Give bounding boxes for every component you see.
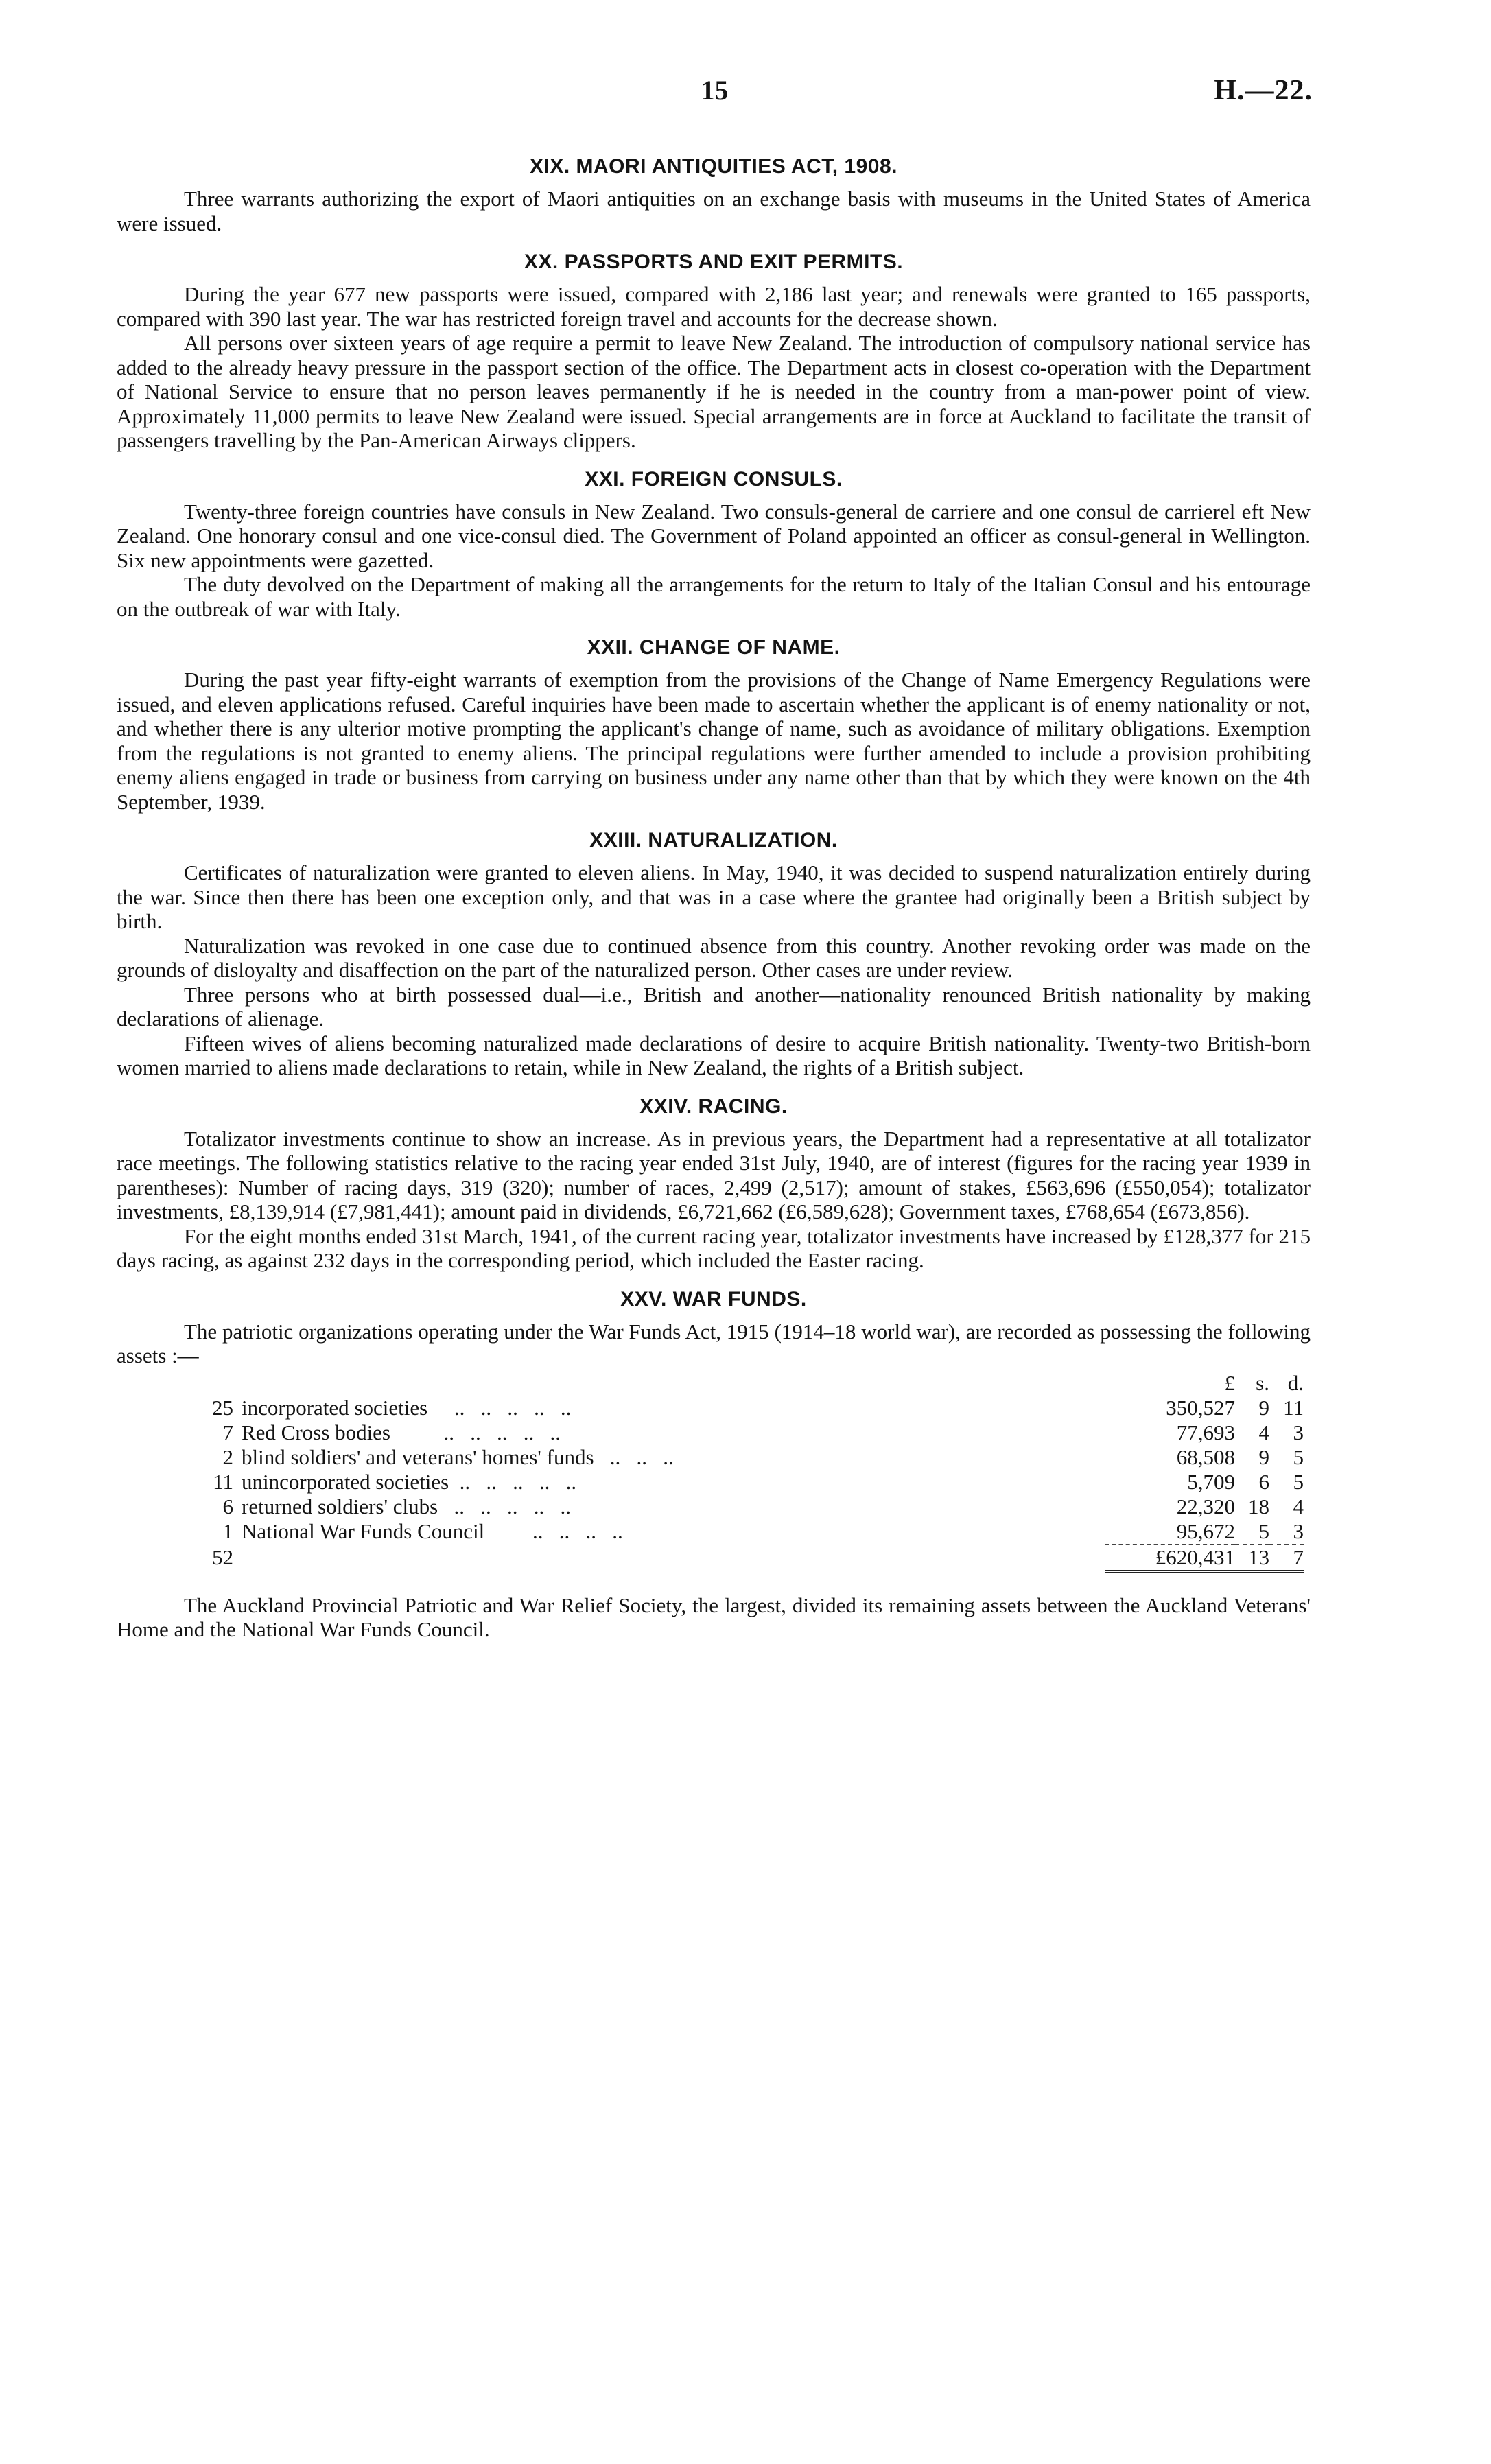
row-count: 25 bbox=[212, 1395, 233, 1420]
row-description: incorporated societies bbox=[242, 1395, 428, 1420]
section-heading: XXI. FOREIGN CONSULS. bbox=[585, 467, 843, 491]
paragraph: Twenty-three foreign countries have consuls in New Zealand. Two consuls-general de carriere and one consul de carrierel eft New Zealand. One honorary consul and one vice-consul died. The Government of Poland appointed an officer as consul-general in Wellington. Six new appointments were gazetted. bbox=[117, 499, 1311, 572]
table-row bbox=[206, 1470, 1304, 1494]
section-heading: XX. PASSPORTS AND EXIT PERMITS. bbox=[524, 250, 904, 273]
row-description: Red Cross bodies bbox=[242, 1420, 390, 1444]
row-pence: 3 bbox=[1293, 1518, 1304, 1543]
row-pence: 11 bbox=[1283, 1395, 1304, 1420]
paragraph: All persons over sixteen years of age require a permit to leave New Zealand. The introduction of compulsory national service has added to the already heavy pressure in the passport section of the office. The Department acts in closest co-operation with the Department of National Service to ensure that no person leaves permanently if he is needed in the country from a man-power point of view. Approximately 11,000 permits to leave New Zealand were issued. Special arrangements are in force at Auckland to facilitate the transit of passengers travelling by the Pan-American Airways clippers. bbox=[117, 331, 1311, 452]
row-pence: 3 bbox=[1293, 1420, 1304, 1444]
section-racing bbox=[117, 1095, 1311, 1273]
row-pounds: 350,527 bbox=[1166, 1395, 1235, 1420]
closing-paragraph: The Auckland Provincial Patriotic and War Relief Society, the largest, divided its remaining assets between the Auckland Veterans' Home and the National War Funds Council. bbox=[117, 1593, 1311, 1641]
section-heading: XXII. CHANGE OF NAME. bbox=[587, 636, 841, 659]
pounds-header: £ bbox=[1224, 1370, 1235, 1395]
section-foreign-consuls bbox=[117, 468, 1311, 622]
page-number: 15 bbox=[701, 75, 729, 106]
page-content bbox=[117, 150, 1311, 1642]
document-reference: H.—22. bbox=[1214, 75, 1313, 106]
total-count: 52 bbox=[212, 1545, 233, 1569]
total-row bbox=[206, 1545, 1304, 1571]
paragraph: Fifteen wives of aliens becoming naturalized made declarations of desire to acquire British nationality. Twenty-two British-born women married to aliens made declarations to retain, while in New Zealand, the rights of a British subject. bbox=[117, 1031, 1311, 1079]
row-leaders: .. .. .. .. .. bbox=[454, 1494, 571, 1518]
row-pounds: 77,693 bbox=[1176, 1420, 1235, 1444]
row-pence: 5 bbox=[1293, 1469, 1304, 1494]
total-pence: 7 bbox=[1269, 1545, 1304, 1571]
pence-header: d. bbox=[1287, 1370, 1304, 1395]
row-shillings: 18 bbox=[1248, 1494, 1269, 1518]
section-naturalization bbox=[117, 829, 1311, 1080]
section-maori-antiquities bbox=[117, 155, 1311, 235]
row-shillings: 4 bbox=[1258, 1420, 1269, 1444]
row-count: 11 bbox=[213, 1469, 233, 1494]
paragraph: During the year 677 new passports were issued, compared with 2,186 last year; and renewals were granted to 165 passports, compared with 390 last year. The war has restricted foreign travel and accounts for the decrease shown. bbox=[117, 282, 1311, 331]
table-row bbox=[206, 1445, 1304, 1470]
row-pounds: 95,672 bbox=[1176, 1518, 1235, 1543]
paragraph: The patriotic organizations operating under the War Funds Act, 1915 (1914–18 world war), are recorded as possessing the following assets :— bbox=[117, 1319, 1311, 1368]
paragraph: Three warrants authorizing the export of Maori antiquities on an exchange basis with museums in the United States of America were issued. bbox=[117, 187, 1311, 235]
section-passports bbox=[117, 250, 1311, 453]
table-header-row bbox=[206, 1371, 1304, 1396]
total-shillings: 13 bbox=[1235, 1545, 1269, 1571]
row-pence: 5 bbox=[1293, 1444, 1304, 1469]
paragraph: For the eight months ended 31st March, 1941, of the current racing year, totalizator investments have increased by £128,377 for 215 days racing, as against 232 days in the corresponding period, which included the Easter racing. bbox=[117, 1223, 1311, 1272]
row-description: blind soldiers' and veterans' homes' funds bbox=[242, 1444, 594, 1469]
section-heading: XXV. WAR FUNDS. bbox=[620, 1287, 807, 1311]
row-pounds: 22,320 bbox=[1176, 1494, 1235, 1518]
row-description: National War Funds Council bbox=[242, 1519, 485, 1543]
table-row bbox=[206, 1420, 1304, 1445]
row-shillings: 6 bbox=[1258, 1469, 1269, 1494]
row-count: 7 bbox=[222, 1420, 233, 1444]
row-leaders: .. .. .. .. bbox=[532, 1519, 623, 1543]
row-shillings: 9 bbox=[1258, 1395, 1269, 1420]
row-count: 6 bbox=[222, 1494, 233, 1518]
row-description: returned soldiers' clubs bbox=[242, 1494, 438, 1518]
paragraph: Certificates of naturalization were granted to eleven aliens. In May, 1940, it was decided to suspend naturalization entirely during the war. Since then there has been one exception only, and that was in a case where the grantee had originally been a British subject by birth. bbox=[117, 860, 1311, 933]
paragraph: Naturalization was revoked in one case due to continued absence from this country. Another revoking order was made on the grounds of disloyalty and disaffection on the part of the naturalized person. Other cases are under review. bbox=[117, 933, 1311, 982]
row-pounds: 5,709 bbox=[1187, 1469, 1235, 1494]
section-war-funds bbox=[117, 1288, 1311, 1642]
table-row bbox=[206, 1519, 1304, 1545]
table-row bbox=[206, 1494, 1304, 1519]
war-funds-table bbox=[206, 1371, 1304, 1573]
table-row bbox=[206, 1396, 1304, 1420]
paragraph: The duty devolved on the Department of making all the arrangements for the return to Italy of the Italian Consul and his entourage on the outbreak of war with Italy. bbox=[117, 572, 1311, 621]
section-heading: XIX. MAORI ANTIQUITIES ACT, 1908. bbox=[529, 155, 898, 178]
section-change-of-name bbox=[117, 636, 1311, 814]
row-description: unincorporated societies bbox=[242, 1469, 449, 1494]
row-count: 2 bbox=[222, 1444, 233, 1469]
shillings-header: s. bbox=[1256, 1370, 1269, 1395]
row-count: 1 bbox=[222, 1519, 233, 1543]
paragraph: During the past year fifty-eight warrants of exemption from the provisions of the Change of Name Emergency Regulations were issued, and eleven applications refused. Careful inquiries have been made to ascertain whether the applicant is of enemy nationality or not, and whether there is any ulterior motive prompting the applicant's change of name, such as avoidance of military obligations. Exemption from the regulations is not granted to enemy aliens. The principal regulations were further amended to include a provision prohibiting enemy aliens engaged in trade or business from carrying on business under any name other than that by which they were known on the 4th September, 1939. bbox=[117, 668, 1311, 814]
row-leaders: .. .. .. .. .. bbox=[443, 1420, 561, 1444]
paragraph: Three persons who at birth possessed dual—i.e., British and another—nationality renounced British nationality by making declarations of alienage. bbox=[117, 982, 1311, 1031]
row-leaders: .. .. .. bbox=[609, 1444, 674, 1469]
row-pounds: 68,508 bbox=[1176, 1444, 1235, 1469]
paragraph: Totalizator investments continue to show an increase. As in previous years, the Department had a representative at all totalizator race meetings. The following statistics relative to the racing year ended 31st July, 1940, are of interest (figures for the racing year 1939 in parentheses): Number of racing days, 319 (320); number of races, 2,499 (2,517); amount of stakes, £563,696 (£550,054); totalizator investments, £8,139,914 (£7,981,441); amount paid in dividends, £6,721,662 (£6,589,628); Government taxes, £768,654 (£673,856). bbox=[117, 1126, 1311, 1223]
row-leaders: .. .. .. .. .. bbox=[454, 1395, 572, 1420]
section-heading: XXIV. RACING. bbox=[639, 1094, 788, 1118]
row-leaders: .. .. .. .. .. bbox=[459, 1469, 577, 1494]
row-shillings: 5 bbox=[1258, 1518, 1269, 1543]
row-pence: 4 bbox=[1293, 1494, 1304, 1518]
section-heading: XXIII. NATURALIZATION. bbox=[589, 829, 838, 852]
total-pounds: £620,431 bbox=[1105, 1545, 1235, 1571]
row-shillings: 9 bbox=[1258, 1444, 1269, 1469]
page-header bbox=[117, 74, 1313, 115]
